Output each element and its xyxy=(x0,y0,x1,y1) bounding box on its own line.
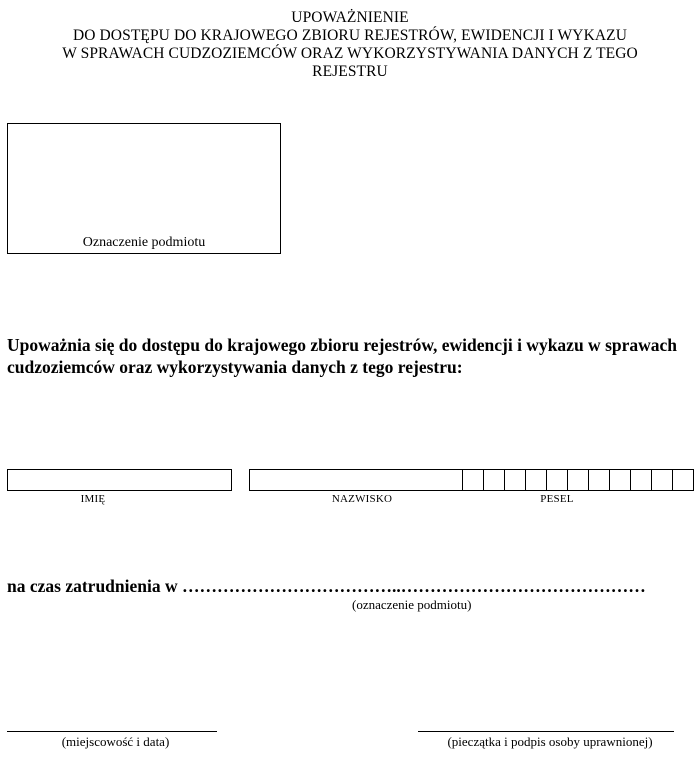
pesel-digit-cell[interactable] xyxy=(588,469,610,491)
pesel-digit-cell[interactable] xyxy=(483,469,505,491)
last-name-field[interactable] xyxy=(249,469,463,491)
pesel-digit-cell[interactable] xyxy=(672,469,694,491)
place-date-label: (miejscowość i data) xyxy=(61,734,170,749)
pesel-digit-cell[interactable] xyxy=(525,469,547,491)
first-name-label: IMIĘ xyxy=(80,493,106,505)
pesel-digit-cell[interactable] xyxy=(504,469,526,491)
stamp-signature-label: (pieczątka i podpis osoby uprawnionej) xyxy=(447,734,653,749)
pesel-label: PESEL xyxy=(540,493,574,505)
place-date-line[interactable] xyxy=(7,731,217,732)
title-line-2: DO DOSTĘPU DO KRAJOWEGO ZBIORU REJESTRÓW, EWIDENCJI I WYKAZU xyxy=(72,27,628,44)
last-name-label: NAZWISKO xyxy=(331,493,393,505)
pesel-digit-cell[interactable] xyxy=(462,469,484,491)
entity-stamp-box[interactable] xyxy=(7,123,281,254)
pesel-digit-cell[interactable] xyxy=(651,469,673,491)
document-title xyxy=(0,9,700,81)
stamp-signature-line[interactable] xyxy=(418,731,674,732)
pesel-digit-cell[interactable] xyxy=(546,469,568,491)
employment-statement: na czas zatrudnienia w ………………………………..…………………………………… xyxy=(7,576,646,596)
title-line-3: W SPRAWACH CUDZOZIEMCÓW ORAZ WYKORZYSTYWANIA DANYCH Z TEGO xyxy=(62,45,638,62)
pesel-digit-cell[interactable] xyxy=(630,469,652,491)
pesel-digit-cell[interactable] xyxy=(567,469,589,491)
authorization-statement xyxy=(7,334,697,378)
employment-entity-hint: (oznaczenie podmiotu) xyxy=(352,597,472,612)
title-line-1: UPOWAŻNIENIE xyxy=(291,9,409,26)
pesel-digit-cell[interactable] xyxy=(609,469,631,491)
first-name-field[interactable] xyxy=(7,469,232,491)
authorization-line-1: Upoważnia się do dostępu do krajowego zbioru rejestrów, ewidencji i wykazu w sprawach xyxy=(7,335,678,355)
authorization-line-2: cudzoziemców oraz wykorzystywania danych z tego rejestru: xyxy=(7,357,463,377)
entity-box-caption: Oznaczenie podmiotu xyxy=(82,235,206,250)
title-line-4: REJESTRU xyxy=(312,63,388,80)
